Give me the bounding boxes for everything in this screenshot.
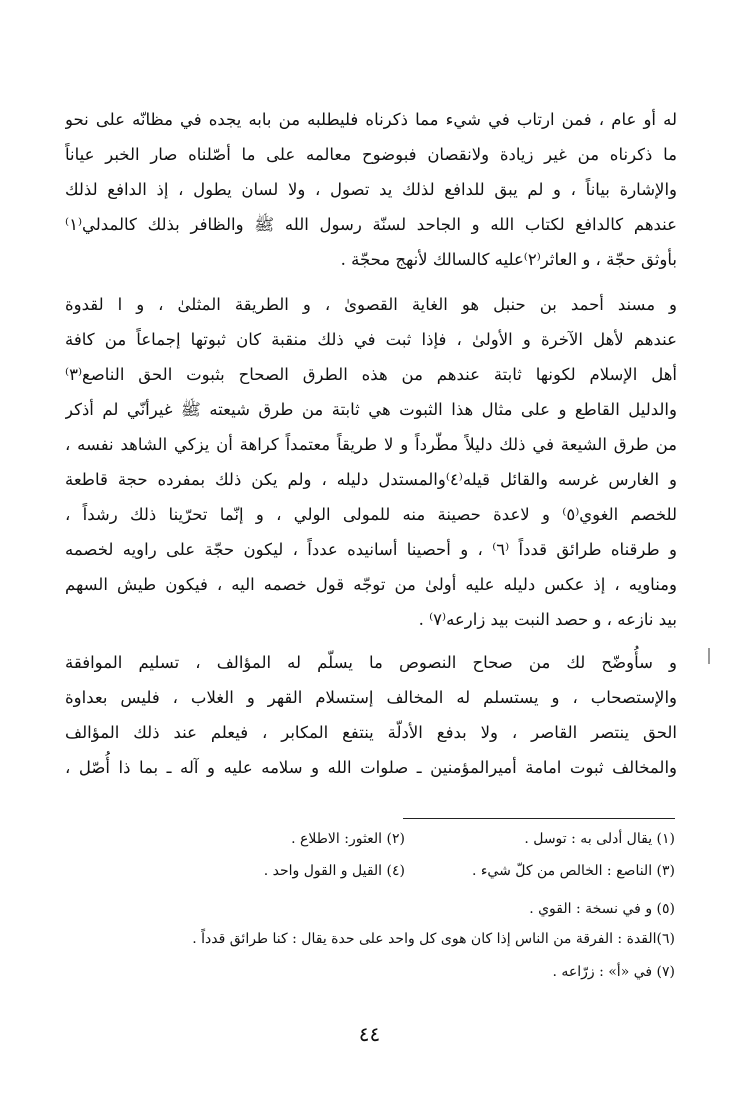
- text-line: عندهم لأهل الآخرة و الأولىٰ ، فإذا ثبت في ذلك منقبة كان ثبوتها إجماعاً من كافة: [65, 330, 677, 349]
- text-line: والإستصحاب ، و يستسلم له المخالف إستسلام القهر و الغلاب ، فليس بعداوة: [65, 688, 677, 707]
- margin-mark: [708, 648, 710, 664]
- text-line: أهل الإسلام لكونها ثابتة عندهم من هذه الطرق الصحاح بثبوت الحق الناصع⁽٣⁾: [65, 365, 677, 384]
- paragraph-1: [65, 102, 677, 277]
- text-line: و طرقناه طرائق قدداً ⁽٦⁾ ، و أحصينا أسانيده عدداً ، ليكون حجّة على راويه لخصمه: [65, 540, 677, 559]
- footnote-4: (٤) القيل و القول واحد .: [263, 863, 405, 879]
- text-line: ومناويه ، إذ عكس دليله عليه أولىٰ من توجّه قول خصمه اليه ، فيكون طيش السهم: [65, 575, 677, 594]
- text-line: للخصم الغوي⁽٥⁾ و لاعدة حصينة منه للمولى الولي ، و إنّما تحرّينا ذلك رشداً ،: [65, 505, 677, 524]
- footnote-6: (٦)القدة : الفرقة من الناس إذا كان هوى كل واحد على حدة يقال : كنا طرائق قدداً .: [192, 931, 675, 947]
- text-line: و مسند أحمد بن حنبل هو الغاية القصوىٰ ، و الطريقة المثلىٰ ، و ا لقدوة: [65, 295, 677, 314]
- text-line: و سأُوضّح لك من صحاح النصوص ما يسلّم له المؤالف ، تسليم الموافقة: [65, 653, 677, 672]
- footnote-7: (٧) في «أ» : زرّاعه .: [552, 964, 675, 980]
- text-line: عندهم كالدافع لكتاب الله و الجاحد لسنّة رسول الله ﷺ والظافر بذلك كالمدلي⁽١⁾: [65, 215, 677, 234]
- text-line: له أو عام ، فمن ارتاب في شيء مما ذكرناه فليطلبه من بابه يجده في مظانّه على نحو: [65, 110, 677, 129]
- text-line: ما ذكرناه من غير زيادة ولانقصان فبوضوح معالمه على ما أصّلناه صار الخبر عياناً: [65, 145, 677, 164]
- footnote-3: (٣) الناصع : الخالص من كلّ شيء .: [471, 863, 675, 879]
- text-line: والإشارة بياناً ، و لم يبق للدافع لذلك يد تصول ، ولا لسان يطول ، إذ الدافع لذلك: [65, 180, 677, 199]
- footnote-2: (٢) العثور: الاطلاع .: [291, 831, 405, 847]
- text-line: الحق ينتصر القاصر ، ولا بدفع الأدلّة ينتفع المكابر ، فيعلم عند ذلك المؤالف: [65, 723, 677, 742]
- text-line: من طرق الشيعة في ذلك دليلاً مطّرداً و لا طريقاً معتمداً كراهة أن يزكي الشاهد نفسه ،: [65, 435, 677, 454]
- text-line: والمخالف ثبوت امامة أميرالمؤمنين ـ صلوات الله و سلامه عليه و آله ـ بما ذا أُصّل ،: [65, 758, 677, 777]
- text-line: بيد نازعه ، و حصد النبت بيد زارعه⁽٧⁾ .: [418, 610, 677, 629]
- paragraph-2: [65, 287, 677, 637]
- paragraph-3: [65, 645, 677, 785]
- text-line: والدليل القاطع و على مثال هذا الثبوت هي ثابتة من طرق شيعته ﷺ غيرأنّي لم أذكر: [65, 400, 677, 419]
- page-number: ٤٤: [358, 1022, 381, 1046]
- text-line: بأوثق حجّة ، و العاثر⁽٢⁾عليه كالسالك لأنهج محجّة .: [340, 250, 677, 269]
- footnote-5: (٥) و في نسخة : القوي .: [529, 901, 675, 917]
- text-line: و الغارس غرسه والقائل قيله⁽٤⁾والمستدل دليله ، ولم يكن ذلك بمفرده حجة قاطعة: [65, 470, 677, 489]
- footnote-1: (١) يقال أدلى به : توسل .: [524, 831, 675, 847]
- footnote-divider: [403, 818, 675, 819]
